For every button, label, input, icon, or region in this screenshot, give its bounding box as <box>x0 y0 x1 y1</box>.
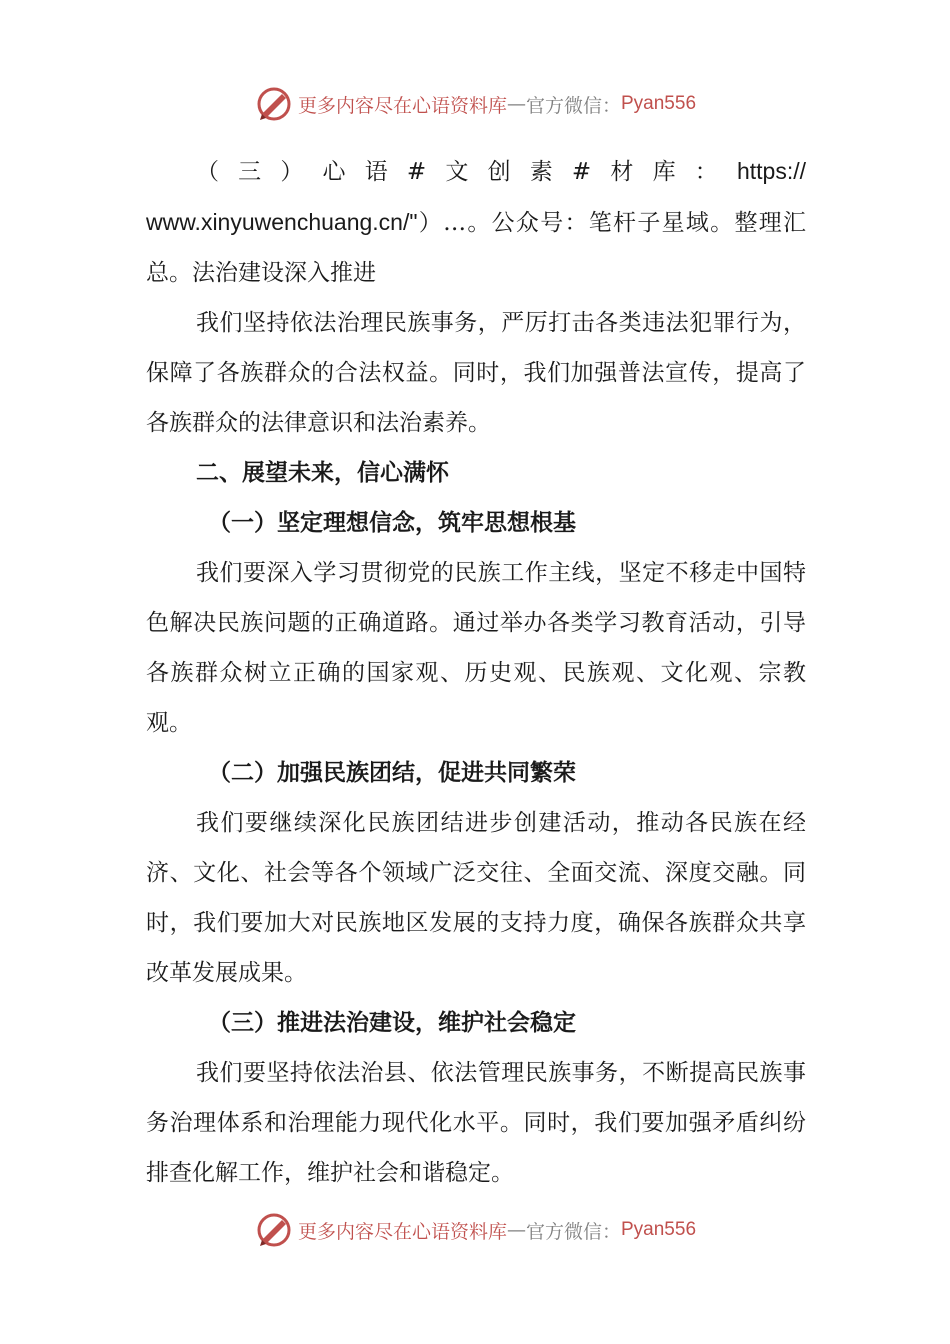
paragraph-4: 我们要坚持依法治县、依法管理民族事务，不断提高民族事务治理体系和治理能力现代化水平。同时，我们要加强矛盾纠纷排查化解工作，维护社会和谐稳定。 <box>146 1060 806 1186</box>
pen-logo-icon <box>254 84 294 124</box>
second-line-url: www.xinyuwenchuang.cn/" <box>146 209 418 235</box>
footer-banner <box>0 1208 950 1252</box>
document-body <box>146 146 806 1198</box>
banner-wechat-label: 官方微信： <box>525 1220 621 1243</box>
paragraph-1: 我们坚持依法治理民族事务，严厉打击各类违法犯罪行为，保障了各族群众的合法权益。同时，我们加强普法宣传，提高了各族群众的法律意识和法治素养。 <box>146 310 806 436</box>
first-line-url: https:// <box>736 158 806 184</box>
banner-brand-text: 更多内容尽在心语资料库 <box>297 94 507 117</box>
first-line-text: （三）心语#文创素#材库： <box>196 159 737 185</box>
banner-brand-text: 更多内容尽在心语资料库 <box>297 1220 507 1243</box>
subheading-3: （三）推进法治建设，维护社会稳定 <box>208 1010 576 1036</box>
banner-dash: — <box>506 1219 526 1241</box>
banner-wechat-id: Pyan556 <box>621 1219 697 1240</box>
section-heading-2: 二、展望未来，信心满怀 <box>196 460 449 486</box>
banner-dash: — <box>506 93 526 115</box>
banner-wechat-id: Pyan556 <box>621 93 697 114</box>
subheading-2: （二）加强民族团结，促进共同繁荣 <box>208 760 576 786</box>
banner-wechat-label: 官方微信： <box>525 94 621 117</box>
second-line <box>146 197 806 298</box>
subheading-1: （一）坚定理想信念，筑牢思想根基 <box>208 510 576 536</box>
paragraph-3: 我们要继续深化民族团结进步创建活动，推动各民族在经济、文化、社会等各个领域广泛交往、全面交流、深度交融。同时，我们要加大对民族地区发展的支持力度，确保各族群众共享改革发展成果。 <box>146 810 806 986</box>
pen-logo-icon <box>254 1210 294 1250</box>
header-banner <box>0 82 950 126</box>
paragraph-2: 我们要深入学习贯彻党的民族工作主线，坚定不移走中国特色解决民族问题的正确道路。通过举办各类学习教育活动，引导各族群众树立正确的国家观、历史观、民族观、文化观、宗教观。 <box>146 560 806 736</box>
second-line-rest: ）…。公众号：笔杆子星域。整理汇总。法治建设深入推进 <box>146 210 806 286</box>
first-line <box>146 146 806 197</box>
